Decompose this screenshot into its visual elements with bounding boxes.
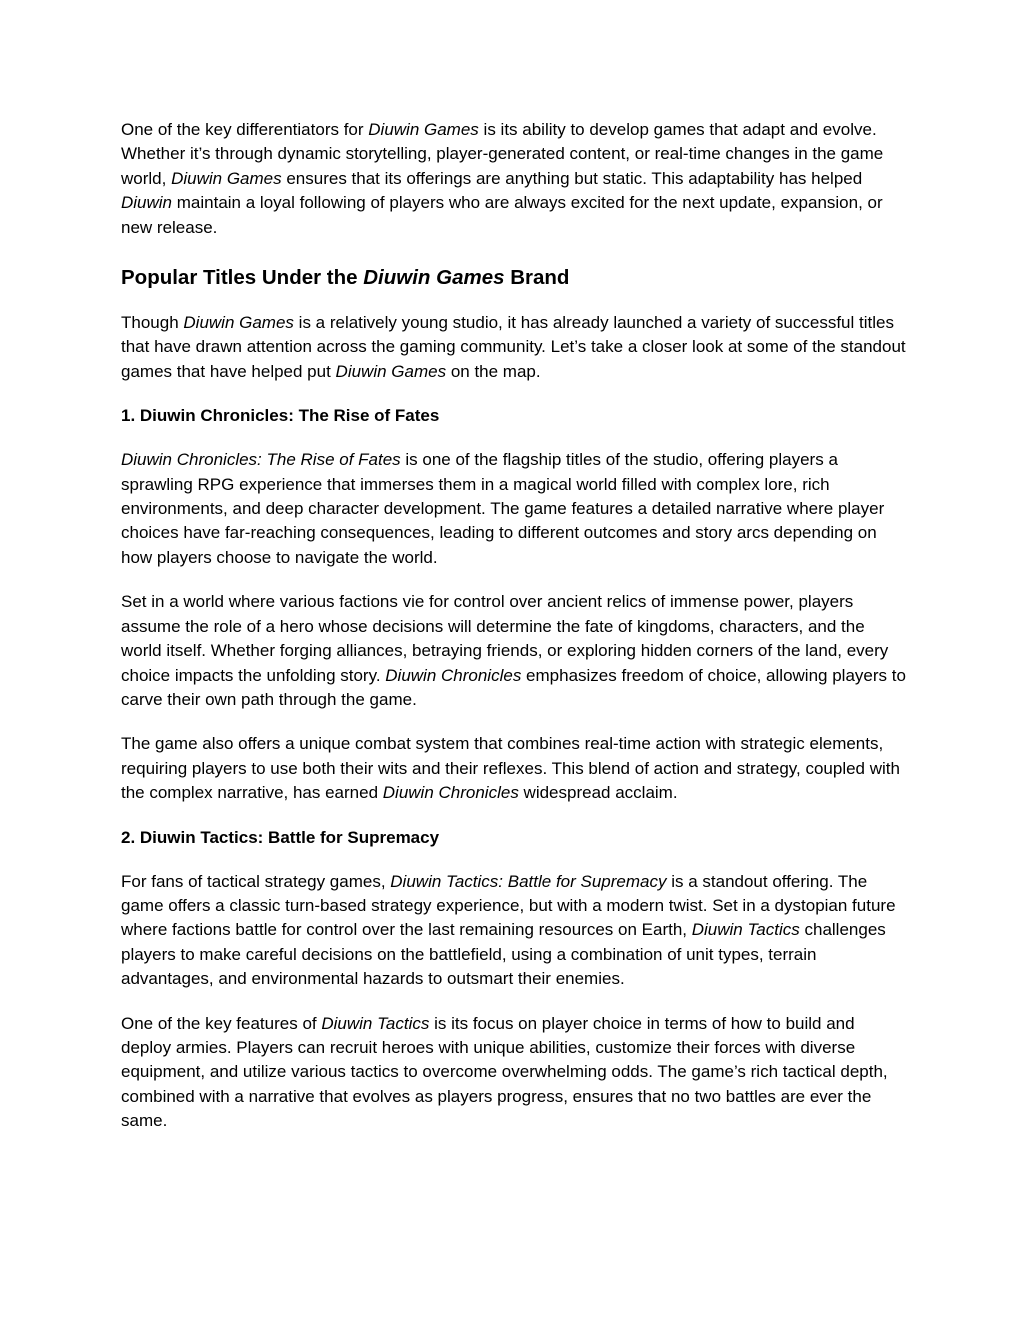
brand-name: Diuwin xyxy=(121,193,173,213)
brand-name: Diuwin Games xyxy=(335,361,447,381)
text: on the map. xyxy=(446,361,541,381)
document-page xyxy=(121,118,906,1134)
text: emphasizes freedom of choice, allowing players to carve their own path through the game. xyxy=(121,665,906,709)
game-title: Diuwin Tactics xyxy=(691,920,800,940)
text: is a standout offering. The game offers a classic turn-based strategy experience, but with a modern twist. Set in a dystopian future where factions battle for control over the last remaining resources on Earth, xyxy=(121,871,896,940)
brand-name: Diuwin Games xyxy=(183,313,294,333)
game-title: Diuwin Tactics: Battle for Supremacy xyxy=(390,871,667,891)
text: The game also offers a unique combat system that combines real-time action with strategic elements, requiring players to use both their wits and their reflexes. This blend of action and strategy, coupled with the complex narrative, has earned xyxy=(121,734,900,803)
text: maintain a loyal following of players who are always excited for the next update, expansion, or new release. xyxy=(121,193,883,237)
game-title: Diuwin Chronicles xyxy=(385,665,522,685)
paragraph-differentiators xyxy=(121,118,906,240)
game-title: Diuwin Chronicles xyxy=(382,783,519,803)
text: One of the key differentiators for xyxy=(121,120,369,139)
text: is its ability to develop games that adapt and evolve. Whether it’s through dynamic storytelling, player-generated content, or real-time changes in the game world, xyxy=(121,120,884,188)
game-title: Diuwin Tactics xyxy=(321,1013,430,1033)
text: widespread acclaim. xyxy=(518,783,678,803)
heading-tactics: 2. Diuwin Tactics: Battle for Supremacy xyxy=(121,827,440,847)
heading-chronicles: 1. Diuwin Chronicles: The Rise of Fates xyxy=(121,406,440,426)
paragraph-chronicles-overview xyxy=(121,448,906,570)
heading-text: Brand xyxy=(504,266,570,290)
paragraph-tactics-features xyxy=(121,1012,906,1134)
text: is a relatively young studio, it has already launched a variety of successful titles that have drawn attention across the gaming community. Let’s take a closer look at some of the standout games that have helped put xyxy=(121,313,906,381)
text: One of the key features of xyxy=(121,1013,322,1033)
text: challenges players to make careful decisions on the battlefield, using a combination of unit types, terrain advantages, and environmental hazards to outsmart their enemies. xyxy=(121,920,886,989)
text: is its focus on player choice in terms of how to build and deploy armies. Players can recruit heroes with unique abilities, customize their forces with diverse equipment, and utilize various tactics to overcome overwhelming odds. The game’s rich tactical depth, combined with a narrative that evolves as players progress, ensures that no two battles are ever the same. xyxy=(121,1013,888,1131)
heading-popular-titles xyxy=(121,264,906,291)
text: Though xyxy=(121,313,184,333)
text: Set in a world where various factions vie for control over ancient relics of immense power, players assume the role of a hero whose decisions will determine the fate of kingdoms, characters, and the world itself. Whether forging alliances, betraying friends, or exploring hidden corners of the land, every choice impacts the unfolding story. xyxy=(121,592,889,685)
paragraph-chronicles-setting xyxy=(121,590,906,712)
brand-name: Diuwin Games xyxy=(368,120,479,139)
brand-name: Diuwin Games xyxy=(363,266,505,290)
game-title: Diuwin Chronicles: The Rise of Fates xyxy=(121,450,401,470)
paragraph-intro xyxy=(121,311,906,384)
brand-name: Diuwin Games xyxy=(171,168,282,188)
paragraph-tactics-overview xyxy=(121,870,906,992)
heading-text: Popular Titles Under the xyxy=(121,266,364,290)
text: is one of the flagship titles of the studio, offering players a sprawling RPG experience that immerses them in a magical world filled with complex lore, rich environments, and deep character development. The game features a detailed narrative where player choices have far-reaching consequences, leading to different outcomes and story arcs depending on how players choose to navigate the world. xyxy=(121,450,885,567)
paragraph-chronicles-combat xyxy=(121,732,906,805)
text: ensures that its offerings are anything but static. This adaptability has helped xyxy=(281,168,863,188)
text: For fans of tactical strategy games, xyxy=(121,871,391,891)
